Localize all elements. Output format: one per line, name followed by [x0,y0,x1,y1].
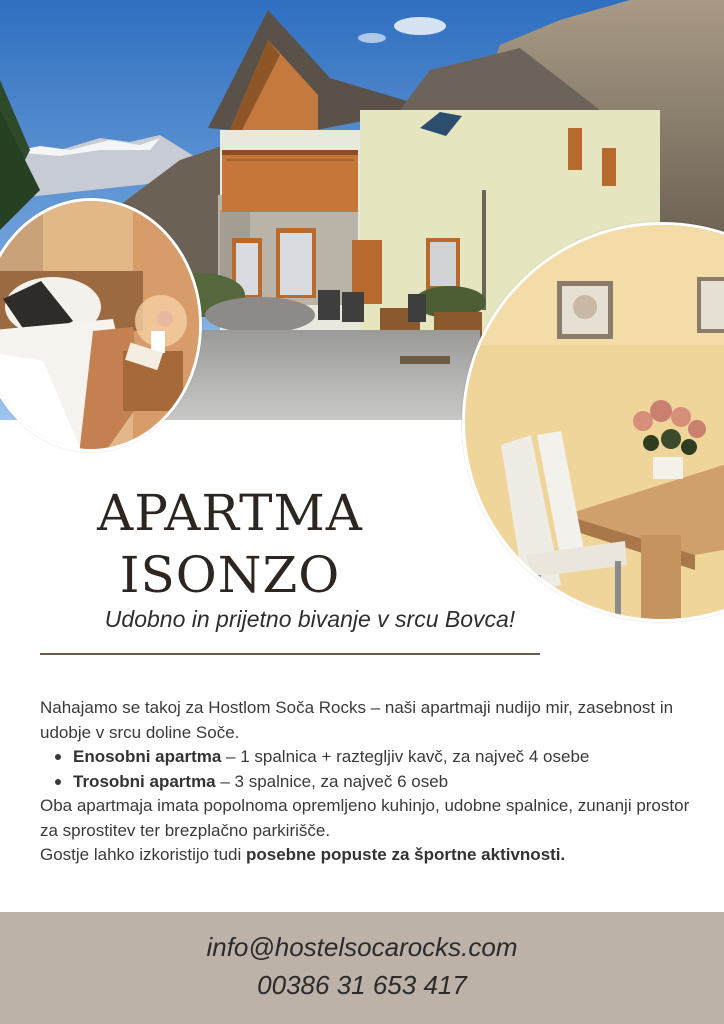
intro-paragraph: Nahajamo se takoj za Hostlom Soča Rocks – naši apartmaji nudijo mir, zasebnost in udobje v srcu doline Soče. [40,698,674,742]
title-line-2: ISONZO [119,546,341,604]
apartment-list [40,745,700,794]
discount-paragraph [40,843,700,868]
list-item [40,770,700,795]
bullet-icon [55,754,61,760]
contact-footer [0,912,724,1024]
list-item [40,745,700,770]
divider-line [40,653,540,655]
apartment-details: – 1 spalnica + raztegljiv kavč, za največ 4 osebe [221,747,590,766]
tagline: Udobno in prijetno bivanje v srcu Bovca! [104,606,516,632]
discount-highlight: posebne popuste za športne aktivnosti. [245,845,566,864]
bullet-icon [55,779,61,785]
apartment-name: Trosobni apartma [73,771,216,791]
contact-phone[interactable]: 00386 31 653 417 [257,970,467,1000]
discount-prefix: Gostje lahko izkoristijo tudi [40,845,246,864]
apartment-details: – 3 spalnice, za največ 6 oseb [215,771,449,791]
apartment-name: Enosobni apartma [73,747,222,766]
contact-email[interactable]: info@hostelsocarocks.com [206,932,518,962]
description [40,696,700,868]
amenities-paragraph: Oba apartmaja imata popolnoma opremljeno kuhinjo, udobne spalnice, zunanji prostor za sprostitev ter brezplačno parkirišče. [40,796,690,840]
title-line-1: APARTMA [97,484,363,542]
